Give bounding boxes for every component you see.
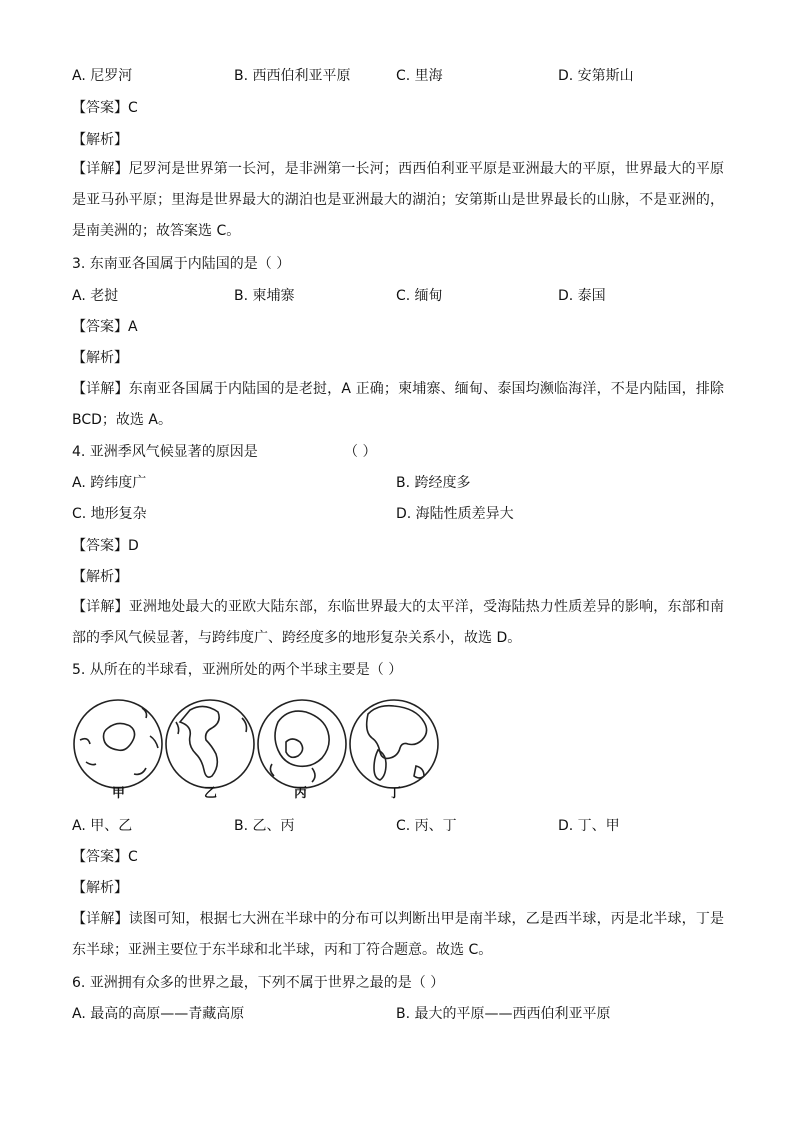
q4-detail: 【详解】亚洲地处最大的亚欧大陆东部，东临世界最大的太平洋，受海陆热力性质差异的影响，东部和南部的季风气候显著，与跨纬度广、跨经度多的地形复杂关系小，故选 D。 [72,599,724,646]
q5-stem: 5. 从所在的半球看，亚洲所处的两个半球主要是（ ） [72,662,403,678]
q2-option-a: A. 尼罗河 [72,68,133,84]
q3-option-b: B. 柬埔寨 [234,288,295,304]
q2-options [72,66,732,86]
q5-options [72,816,732,836]
hemisphere-globes-figure [72,688,452,800]
q6-option-b: B. 最大的平原——西西伯利亚平原 [396,1006,611,1022]
globe-north-hemisphere [258,700,346,788]
q2-analysis-label: 【解析】 [72,132,128,148]
q6-options [72,1004,732,1024]
q6-option-a: A. 最高的高原——青藏高原 [72,1006,245,1022]
q4-analysis-label: 【解析】 [72,569,128,585]
globe-label-yi: 乙 [204,786,218,801]
q5-answer: 【答案】C [72,849,138,865]
q3-option-c: C. 缅甸 [396,288,443,304]
q5-analysis-label: 【解析】 [72,880,128,896]
q3-analysis-label: 【解析】 [72,350,128,366]
q2-detail: 【详解】尼罗河是世界第一长河，是非洲第一长河；西西伯利亚平原是亚洲最大的平原，世界最大的平原是亚马孙平原；里海是世界最大的湖泊也是亚洲最大的湖泊；安第斯山是世界最长的山脉，不是亚洲的，是南美洲的；故答案选 C。 [72,161,724,239]
globe-label-jia: 甲 [112,786,126,801]
q4-option-a: A. 跨纬度广 [72,475,147,491]
q3-option-a: A. 老挝 [72,288,119,304]
q3-detail: 【详解】东南亚各国属于内陆国的是老挝，A 正确；柬埔寨、缅甸、泰国均濒临海洋，不是内陆国，排除 BCD；故选 A。 [72,381,724,428]
q4-stem: 4. 亚洲季风气候显著的原因是 [72,444,258,460]
q6-stem: 6. 亚洲拥有众多的世界之最，下列不属于世界之最的是（ ） [72,975,445,991]
globe-west-hemisphere [166,700,254,788]
globe-label-ding: 丁 [388,786,402,801]
q2-option-c: C. 里海 [396,68,443,84]
q3-stem: 3. 东南亚各国属于内陆国的是（ ） [72,256,291,272]
q5-option-a: A. 甲、乙 [72,818,133,834]
q5-option-c: C. 丙、丁 [396,818,457,834]
q5-detail: 【详解】读图可知，根据七大洲在半球中的分布可以判断出甲是南半球，乙是西半球，丙是北半球，丁是东半球；亚洲主要位于东半球和北半球，丙和丁符合题意。故选 C。 [72,911,724,958]
q5-option-d: D. 丁、甲 [558,818,620,834]
globe-south-hemisphere [74,700,162,788]
globe-label-bing: 丙 [294,786,308,801]
q4-option-b: B. 跨经度多 [396,475,471,491]
q4-stem-paren: （ ） [344,444,377,460]
q2-answer: 【答案】C [72,100,138,116]
q2-option-b: B. 西西伯利亚平原 [234,68,351,84]
q3-options [72,286,732,306]
q3-answer: 【答案】A [72,319,138,335]
q4-answer: 【答案】D [72,538,139,554]
globe-east-hemisphere [350,700,438,788]
q4-option-c: C. 地形复杂 [72,506,147,522]
q4-options-row1 [72,473,732,493]
q4-options-row2 [72,504,732,524]
q3-option-d: D. 泰国 [558,288,606,304]
q5-option-b: B. 乙、丙 [234,818,295,834]
q2-option-d: D. 安第斯山 [558,68,634,84]
q4-option-d: D. 海陆性质差异大 [396,506,514,522]
